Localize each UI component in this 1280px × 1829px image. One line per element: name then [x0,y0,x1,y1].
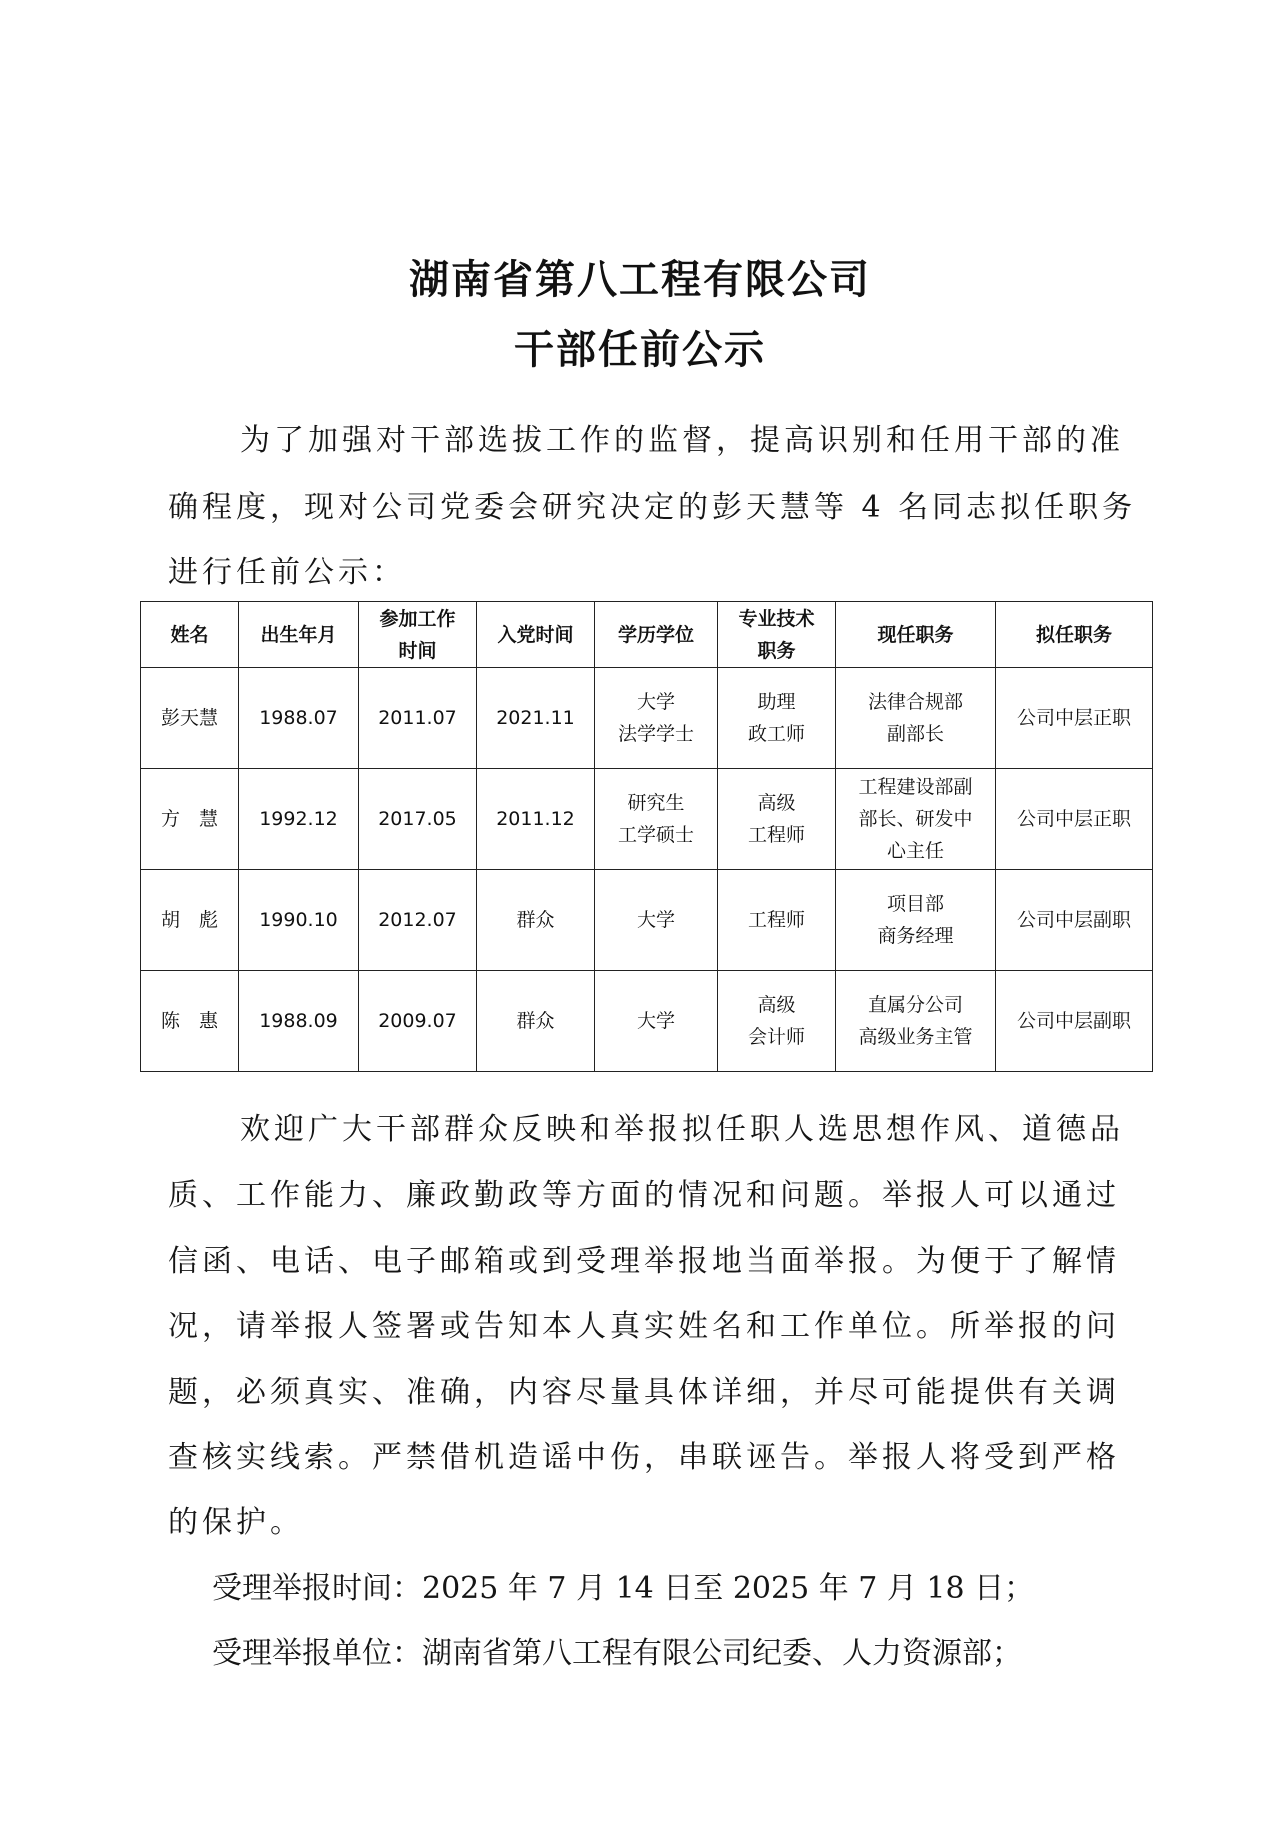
appointment-table [140,601,1153,1072]
cell-title: 高级 工程师 [718,769,836,870]
intro-line-3: 进行任前公示： [168,555,406,590]
cell-education: 研究生 工学硕士 [595,769,718,870]
body-line-7: 的保护。 [168,1505,304,1540]
table-row [141,769,1153,870]
cell-proposed-post: 公司中层副职 [996,870,1153,971]
cell-birth: 1990.10 [239,870,359,971]
cell-name: 胡 彪 [141,870,239,971]
cell-birth: 1992.12 [239,769,359,870]
cell-title: 高级 会计师 [718,971,836,1072]
cell-proposed-post: 公司中层副职 [996,971,1153,1072]
cell-work-start: 2012.07 [359,870,477,971]
cell-education: 大学 [595,971,718,1072]
cell-education: 大学 [595,870,718,971]
header-current-post: 现任职务 [836,602,996,668]
cell-party-join: 群众 [477,971,595,1072]
cell-party-join: 群众 [477,870,595,971]
cell-name: 方 慧 [141,769,239,870]
cell-proposed-post: 公司中层正职 [996,769,1153,870]
report-time: 受理举报时间：2025 年 7 月 14 日至 2025 年 7 月 18 日； [212,1571,1035,1606]
cell-title: 工程师 [718,870,836,971]
cell-current-post: 法律合规部 副部长 [836,668,996,769]
body-line-3: 信函、电话、电子邮箱或到受理举报地当面举报。为便于了解情 [168,1244,1120,1279]
header-proposed-post: 拟任职务 [996,602,1153,668]
header-birth: 出生年月 [239,602,359,668]
table-row [141,971,1153,1072]
cell-proposed-post: 公司中层正职 [996,668,1153,769]
cell-title: 助理 政工师 [718,668,836,769]
body-line-5: 题，必须真实、准确，内容尽量具体详细，并尽可能提供有关调 [168,1375,1120,1410]
cell-name: 彭天慧 [141,668,239,769]
header-title: 专业技术 职务 [718,602,836,668]
header-name: 姓名 [141,602,239,668]
header-education: 学历学位 [595,602,718,668]
cell-work-start: 2017.05 [359,769,477,870]
cell-current-post: 直属分公司 高级业务主管 [836,971,996,1072]
cell-birth: 1988.09 [239,971,359,1072]
intro-line-2: 确程度，现对公司党委会研究决定的彭天慧等 4 名同志拟任职务 [168,490,1137,525]
cell-birth: 1988.07 [239,668,359,769]
cell-education: 大学 法学学士 [595,668,718,769]
header-work-start: 参加工作 时间 [359,602,477,668]
cell-party-join: 2021.11 [477,668,595,769]
body-line-6: 查核实线索。严禁借机造谣中伤，串联诬告。举报人将受到严格 [168,1440,1120,1475]
header-party-join: 入党时间 [477,602,595,668]
intro-line-1: 为了加强对干部选拔工作的监督，提高识别和任用干部的准 [240,423,1124,458]
cell-work-start: 2011.07 [359,668,477,769]
table-header-row [141,602,1153,668]
body-line-4: 况，请举报人签署或告知本人真实姓名和工作单位。所举报的问 [168,1309,1120,1344]
document-subtitle: 干部任前公示 [514,327,766,373]
cell-work-start: 2009.07 [359,971,477,1072]
cell-party-join: 2011.12 [477,769,595,870]
table-row [141,668,1153,769]
body-line-2: 质、工作能力、廉政勤政等方面的情况和问题。举报人可以通过 [168,1178,1120,1213]
body-line-1: 欢迎广大干部群众反映和举报拟任职人选思想作风、道德品 [240,1112,1124,1147]
cell-name: 陈 惠 [141,971,239,1072]
document-title: 湖南省第八工程有限公司 [409,257,871,303]
table-row [141,870,1153,971]
cell-current-post: 工程建设部副 部长、研发中 心主任 [836,769,996,870]
cell-current-post: 项目部 商务经理 [836,870,996,971]
report-unit: 受理举报单位：湖南省第八工程有限公司纪委、人力资源部； [212,1636,1022,1671]
